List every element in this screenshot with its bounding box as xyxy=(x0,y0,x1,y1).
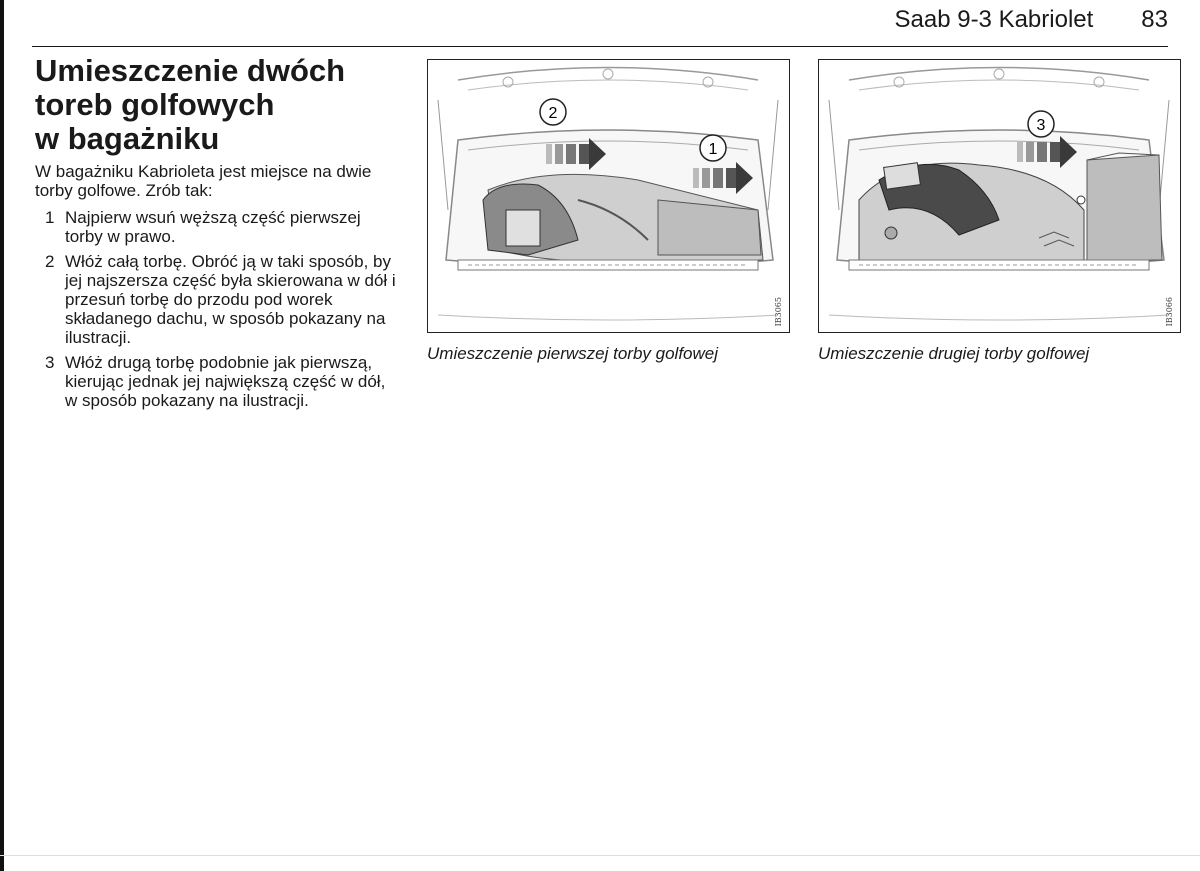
figure-second-bag xyxy=(818,59,1181,364)
intro-paragraph: W bagażniku Kabrioleta jest miejsce na dwie torby golfowe. Zrób tak: xyxy=(35,162,372,200)
step-number: 1 xyxy=(45,208,55,227)
section-title: Umieszczenie dwóch toreb golfowych w bagażniku xyxy=(35,53,346,156)
page-edge-bar xyxy=(0,0,4,871)
callout-2: 2 xyxy=(548,105,558,122)
header-rule xyxy=(32,46,1168,47)
bottom-rule xyxy=(0,855,1200,856)
page-number: 83 xyxy=(1141,6,1168,33)
step-item xyxy=(35,252,397,347)
step-item xyxy=(35,208,397,246)
header-title: Saab 9-3 Kabriolet xyxy=(894,6,1094,33)
step-number: 3 xyxy=(45,353,55,372)
step-number: 2 xyxy=(45,252,55,271)
page-header xyxy=(895,6,1169,40)
step-text: Włóż drugą torbę podobnie jak pierwszą, kierując jednak jej największą część w dół, w sposób pokazany na ilustracji. xyxy=(65,353,386,410)
figure-code: IB3065 xyxy=(774,296,783,326)
figure-caption: Umieszczenie drugiej torby golfowej xyxy=(818,344,1090,363)
step-text: Włóż całą torbę. Obróć ją w taki sposób, by jej najszersza część była skierowana w dół i przesuń torbę do przodu pod worek składanego dachu, w sposób pokazany na ilustracji. xyxy=(65,252,396,347)
figure-caption: Umieszczenie pierwszej torby golfowej xyxy=(427,344,719,363)
trunk-illustration-1 xyxy=(428,60,789,332)
callout-1: 1 xyxy=(708,141,718,158)
step-item xyxy=(35,353,397,410)
step-text: Najpierw wsuń węższą część pierwszej torby w prawo. xyxy=(65,208,361,246)
steps-list xyxy=(35,208,397,410)
figure-code: IB3066 xyxy=(1165,296,1174,326)
figure-frame xyxy=(818,59,1181,333)
callout-3: 3 xyxy=(1036,117,1046,134)
figure-first-bag xyxy=(427,59,790,364)
figure-frame xyxy=(427,59,790,333)
trunk-illustration-2 xyxy=(819,60,1180,332)
text-column xyxy=(35,54,397,416)
